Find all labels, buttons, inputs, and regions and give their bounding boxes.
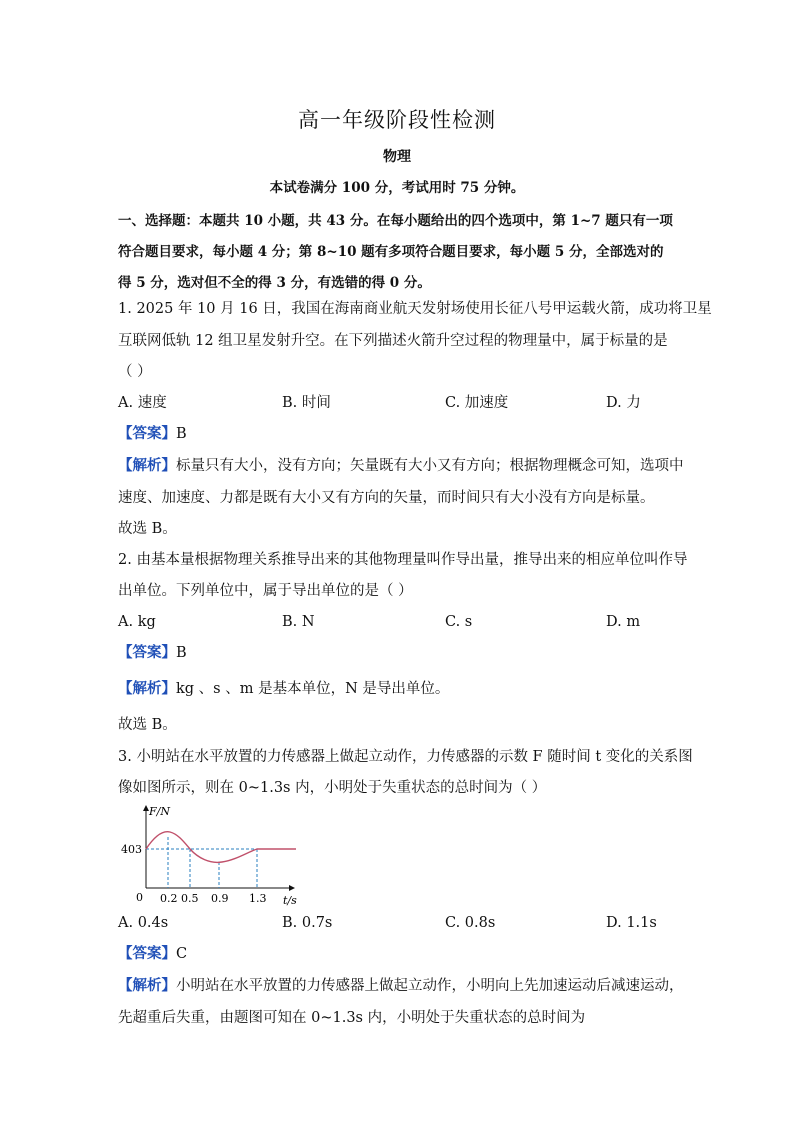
q1-option-a: A. 速度 (118, 395, 167, 411)
section-instructions (118, 206, 678, 299)
origin-label: 0 (136, 891, 143, 904)
q2-option-b: B. N (282, 614, 315, 630)
q2-option-a: A. kg (118, 614, 156, 630)
section-line: 得 5 分，选对但不全的得 3 分，有选错的得 0 分。 (118, 275, 431, 291)
q3-stem-line: 像如图所示，则在 0~1.3s 内，小明处于失重状态的总时间为（ ） (118, 780, 547, 796)
q1-stem-line: 互联网低轨 12 组卫星发射升空。在下列描述火箭升空过程的物理量中，属于标量的是 (118, 333, 668, 349)
x-tick-1-3: 1.3 (249, 892, 267, 905)
q3-option-d: D. 1.1s (606, 915, 657, 931)
section-line: 一、选择题：本题共 10 小题，共 43 分。在每小题给出的四个选项中，第 1~7 题只有一项 (118, 213, 673, 229)
q1-conclusion: 故选 B。 (118, 521, 177, 537)
y-axis-label: F/N (149, 805, 170, 818)
analysis-text: 小明站在水平放置的力传感器上做起立动作，小明向上先加速运动后减速运动， (176, 978, 684, 994)
answer-tag: 【答案】 (118, 644, 176, 661)
answer-tag: 【答案】 (118, 945, 176, 962)
q2-answer (118, 642, 678, 664)
q3-option-a: A. 0.4s (118, 915, 169, 931)
analysis-tag: 【解析】 (118, 457, 176, 474)
q2-option-d: D. m (606, 614, 641, 630)
q1-analysis (118, 455, 684, 477)
q2-option-c: C. s (445, 614, 473, 630)
q2-conclusion: 故选 B。 (118, 717, 177, 733)
q1-option-c: C. 加速度 (445, 395, 509, 411)
q3-stem-line: 3. 小明站在水平放置的力传感器上做起立动作，力传感器的示数 F 随时间 t 变化的关系图 (118, 749, 693, 765)
q1-option-b: B. 时间 (282, 395, 331, 411)
q1-stem-line: 1. 2025 年 10 月 16 日，我国在海南商业航天发射场使用长征八号甲运载火箭，成功将卫星 (118, 301, 712, 317)
q1-option-d: D. 力 (606, 395, 641, 411)
analysis-text: kg 、s 、m 是基本单位，N 是导出单位。 (176, 681, 450, 697)
answer-value: C (176, 946, 188, 962)
section-line: 符合题目要求，每小题 4 分；第 8~10 题有多项符合题目要求，每小题 5 分，全部选对的 (118, 244, 664, 260)
analysis-tag: 【解析】 (118, 977, 176, 994)
y-tick-403: 403 (121, 843, 142, 856)
answer-value: B (176, 645, 187, 661)
x-tick-0-5: 0.5 (181, 892, 199, 905)
q1-stem-line: （ ） (118, 364, 152, 380)
analysis-tag: 【解析】 (118, 680, 176, 697)
q2-analysis (118, 678, 678, 700)
q3-answer (118, 943, 678, 965)
answer-value: B (176, 426, 187, 442)
answer-tag: 【答案】 (118, 425, 176, 442)
x-axis-label: t/s (283, 894, 297, 907)
q3-option-b: B. 0.7s (282, 915, 333, 931)
page-title: 高一年级阶段性检测 (298, 108, 496, 132)
exam-note: 本试卷满分 100 分，考试用时 75 分钟。 (269, 180, 525, 196)
q1-answer (118, 423, 678, 445)
q1-analysis-line: 速度、加速度、力都是既有大小又有方向的矢量，而时间只有大小没有方向是标量。 (118, 490, 655, 506)
force-time-graph (118, 802, 318, 907)
q2-stem-line: 出单位。下列单位中，属于导出单位的是（ ） (118, 583, 413, 599)
q3-analysis-line: 先超重后失重，由题图可知在 0~1.3s 内，小明处于失重状态的总时间为 (118, 1010, 586, 1026)
q3-option-c: C. 0.8s (445, 915, 496, 931)
q2-stem-line: 2. 由基本量根据物理关系推导出来的其他物理量叫作导出量，推导出来的相应单位叫作导 (118, 552, 688, 568)
q3-analysis (118, 975, 684, 997)
analysis-text: 标量只有大小，没有方向；矢量既有大小又有方向；根据物理概念可知，选项中 (176, 458, 684, 474)
subject-heading: 物理 (383, 149, 411, 165)
x-tick-0-9: 0.9 (211, 892, 229, 905)
x-tick-0-2: 0.2 (160, 892, 178, 905)
